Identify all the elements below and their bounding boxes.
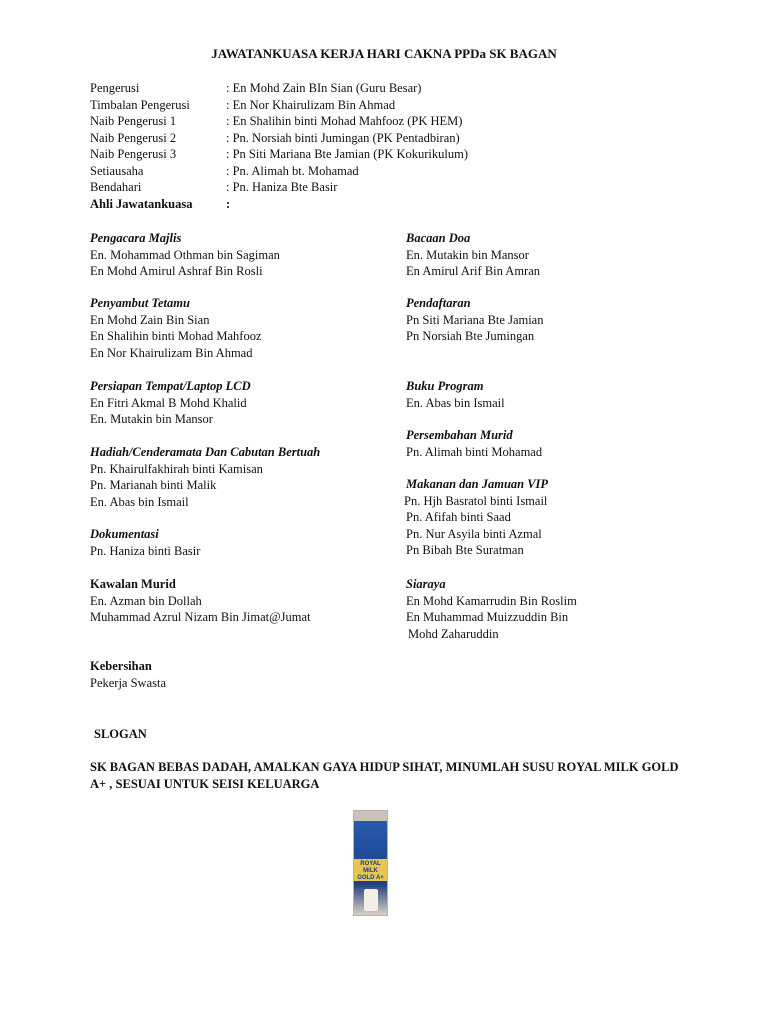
officer-name: : Pn. Haniza Bte Basir — [226, 180, 338, 194]
officer-row-setiausaha — [90, 163, 468, 180]
group-member: En Fitri Akmal B Mohd Khalid — [90, 395, 247, 410]
group-member: En Nor Khairulizam Bin Ahmad — [90, 345, 253, 360]
officer-name: : En Nor Khairulizam Bin Ahmad — [226, 97, 396, 112]
group-member: Muhammad Azrul Nizam Bin Jimat@Jumat — [90, 610, 311, 624]
group-heading: Dokumentasi — [90, 527, 159, 541]
group-siaraya — [406, 576, 577, 642]
group-heading: Persiapan Tempat/Laptop LCD — [90, 379, 251, 393]
slogan-label: SLOGAN — [94, 727, 147, 741]
officer-name: : En Shalihin binti Mohad Mahfooz (PK HEM) — [226, 114, 463, 128]
group-heading: Penyambut Tetamu — [90, 296, 190, 310]
group-penyambut-tetamu — [90, 295, 262, 361]
group-member: Pekerja Swasta — [90, 675, 167, 690]
group-hadiah-cenderamata — [90, 444, 320, 510]
group-member: En Mohd Zain Bin Sian — [90, 312, 210, 327]
group-member: Pn. Khairulfakhirah binti Kamisan — [90, 461, 263, 476]
officer-role: Timbalan Pengerusi — [90, 97, 190, 112]
group-persembahan-murid — [406, 427, 542, 460]
group-member: Pn. Marianah binti Malik — [90, 478, 217, 492]
officer-row-pengerusi — [90, 80, 468, 97]
group-member: En Amirul Arif Bin Amran — [406, 264, 541, 278]
officer-row-naib-2 — [90, 130, 468, 147]
group-member: Pn. Afifah binti Saad — [406, 510, 511, 524]
milk-glass-icon — [364, 889, 378, 911]
group-member: En Shalihin binti Mohad Mahfooz — [90, 329, 262, 343]
group-pendaftaran — [406, 295, 543, 345]
group-heading: Hadiah/Cenderamata Dan Cabutan Bertuah — [90, 445, 321, 459]
group-buku-program — [406, 378, 505, 411]
group-member: Pn. Haniza binti Basir — [90, 543, 201, 558]
group-kawalan-murid — [90, 576, 311, 626]
group-member: En Mohd Kamarrudin Bin Roslim — [406, 593, 577, 608]
group-member: En. Mutakin bin Mansor — [90, 412, 213, 426]
group-member: Pn. Hjh Basratol binti Ismail — [404, 493, 548, 508]
officer-role: Naib Pengerusi 2 — [90, 130, 177, 145]
group-member: Pn Bibah Bte Suratman — [406, 543, 524, 557]
group-heading: Siaraya — [406, 577, 446, 591]
group-member: En. Mohammad Othman bin Sagiman — [90, 247, 280, 262]
officer-row-ahli — [90, 196, 468, 213]
group-heading: Buku Program — [406, 379, 484, 393]
officer-role: Pengerusi — [90, 81, 140, 95]
officer-name: : Pn Siti Mariana Bte Jamian (PK Kokurikulum) — [226, 147, 468, 161]
group-member: Pn Siti Mariana Bte Jamian — [406, 312, 544, 327]
group-member: En. Mutakin bin Mansor — [406, 247, 529, 262]
officer-row-timbalan — [90, 97, 468, 114]
group-heading: Pendaftaran — [406, 296, 471, 310]
group-member: Pn Norsiah Bte Jumingan — [406, 329, 535, 343]
officer-row-naib-1 — [90, 113, 468, 130]
product-cap — [354, 811, 387, 821]
group-dokumentasi — [90, 526, 200, 559]
document-title: JAWATANKUASA KERJA HARI CAKNA PPDa SK BAGAN — [211, 46, 557, 61]
group-heading: Kebersihan — [90, 659, 152, 673]
group-heading: Kawalan Murid — [90, 577, 176, 591]
group-member: En Muhammad Muizzuddin Bin — [406, 610, 569, 624]
group-pengacara-majlis — [90, 230, 280, 280]
officer-name: : Pn. Norsiah binti Jumingan (PK Pentadbiran) — [226, 130, 460, 145]
officer-role: Naib Pengerusi 1 — [90, 114, 177, 128]
group-member: En. Abas bin Ismail — [406, 395, 505, 410]
group-member: En Mohd Amirul Ashraf Bin Rosli — [90, 264, 263, 278]
officer-list — [90, 80, 468, 212]
slogan-text: SK BAGAN BEBAS DADAH, AMALKAN GAYA HIDUP SIHAT, MINUMLAH SUSU ROYAL MILK GOLD A+ , SESUAI UNTUK SEISI KELUARGA — [90, 760, 679, 791]
group-heading: Bacaan Doa — [406, 231, 471, 245]
group-heading: Persembahan Murid — [406, 428, 513, 442]
group-heading: Pengacara Majlis — [90, 231, 182, 245]
officer-name: : Pn. Alimah bt. Mohamad — [226, 163, 359, 178]
group-member: En. Abas bin Ismail — [90, 494, 189, 509]
group-persiapan-tempat — [90, 378, 251, 428]
officer-role: Setiausaha — [90, 163, 144, 178]
officer-row-naib-3 — [90, 146, 468, 163]
officer-name: : — [226, 196, 231, 211]
group-makanan-jamuan-vip — [404, 476, 548, 559]
officer-role: Ahli Jawatankuasa — [90, 196, 193, 211]
officer-name: : En Mohd Zain BIn Sian (Guru Besar) — [226, 81, 422, 95]
officer-role: Bendahari — [90, 180, 142, 194]
officer-row-bendahari — [90, 179, 468, 196]
product-label: ROYAL MILK GOLD A+ — [354, 859, 387, 881]
milk-product-image — [353, 810, 388, 916]
officer-role: Naib Pengerusi 3 — [90, 147, 177, 161]
group-heading: Makanan dan Jamuan VIP — [406, 477, 549, 491]
group-bacaan-doa — [406, 230, 540, 280]
group-kebersihan — [90, 658, 166, 691]
group-member: Pn. Alimah binti Mohamad — [406, 444, 543, 459]
group-member: Mohd Zaharuddin — [408, 626, 499, 641]
group-member: En. Azman bin Dollah — [90, 593, 202, 608]
group-member: Pn. Nur Asyila binti Azmal — [406, 526, 542, 541]
